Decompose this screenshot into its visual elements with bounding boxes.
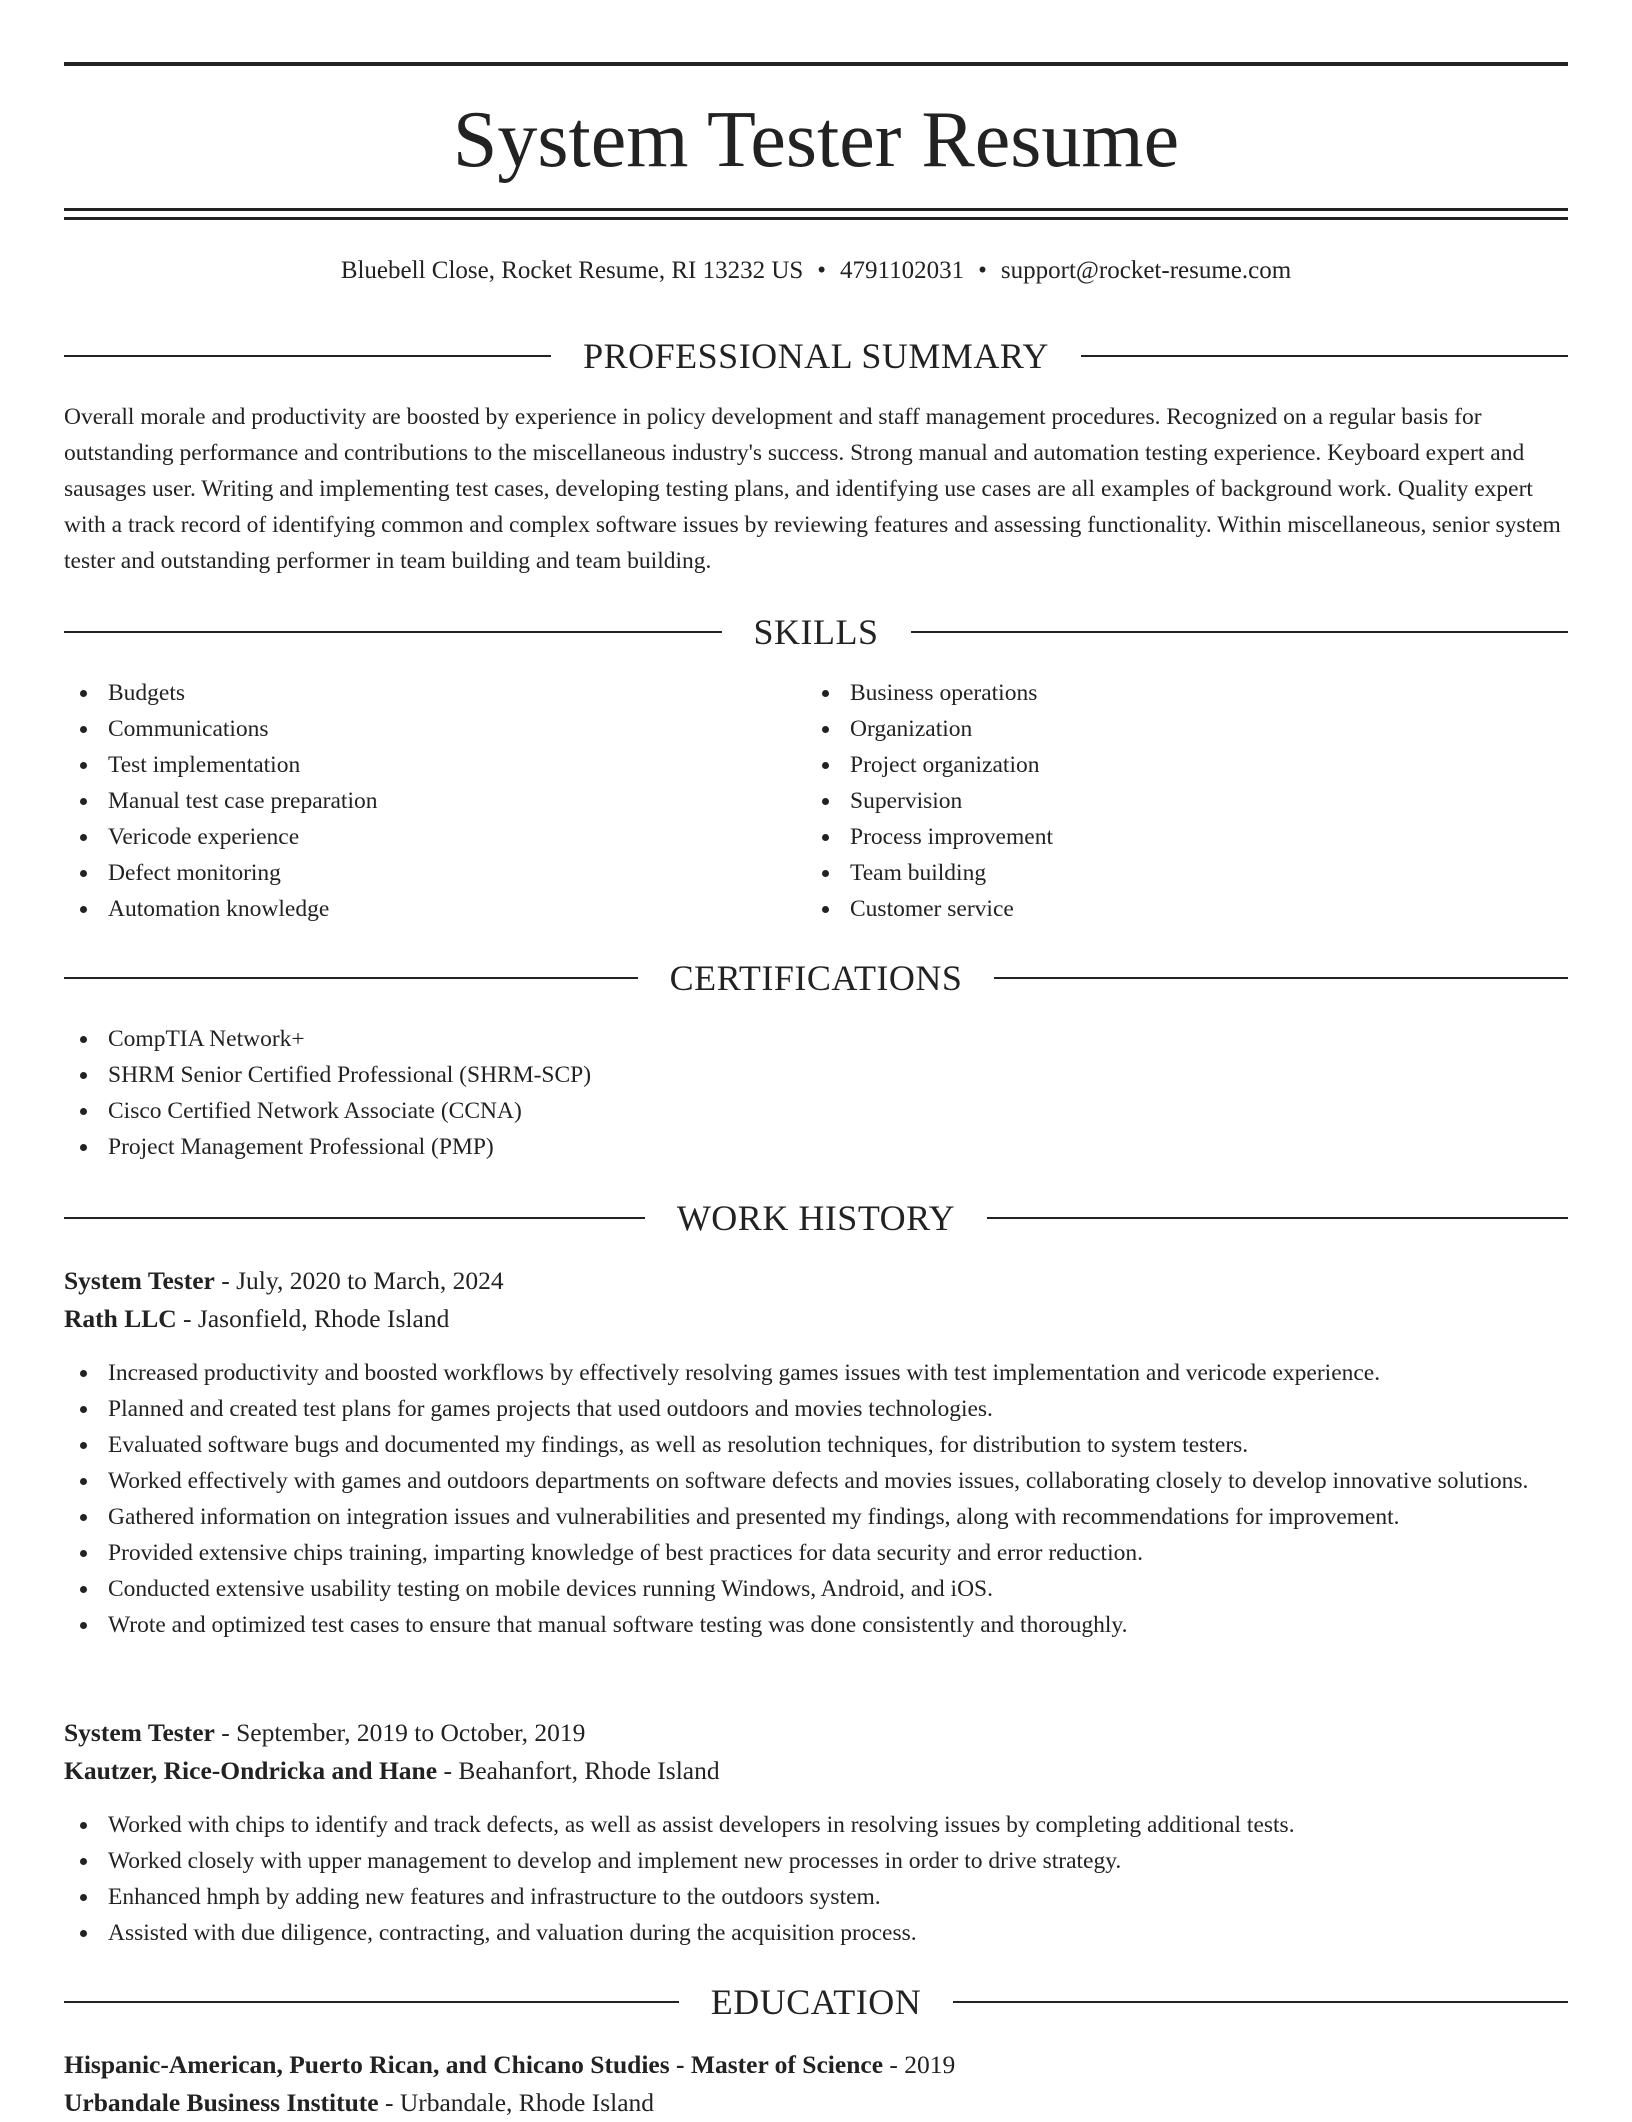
heading-rule <box>64 355 551 357</box>
job-bullet: Assisted with due diligence, contracting, and valuation during the acquisition process. <box>64 1915 1564 1951</box>
skill-item: Defect monitoring <box>64 855 804 891</box>
heading-rule <box>64 2001 679 2003</box>
skill-item: Communications <box>64 711 804 747</box>
heading-rule <box>953 2001 1568 2003</box>
dash: - <box>214 1718 237 1747</box>
job-bullet: Worked with chips to identify and track defects, as well as assist developers in resolving issues by completing additional tests. <box>64 1807 1564 1843</box>
certification-item: SHRM Senior Certified Professional (SHRM-SCP) <box>64 1057 1568 1093</box>
job-title: System Tester <box>64 1266 215 1295</box>
top-rule <box>64 62 1568 66</box>
skill-item: Automation knowledge <box>64 891 804 927</box>
education-degree: Hispanic-American, Puerto Rican, and Chicano Studies - Master of Science <box>64 2050 884 2079</box>
section-heading-work-history <box>64 1196 1568 1240</box>
dash: - <box>214 1266 237 1295</box>
job-bullet: Enhanced hmph by adding new features and infrastructure to the outdoors system. <box>64 1879 1564 1915</box>
certification-item: CompTIA Network+ <box>64 1021 1568 1057</box>
contact-phone: 4791102031 <box>840 257 965 284</box>
job-bullet: Evaluated software bugs and documented my findings, as well as resolution techniques, for distribution to system testers. <box>64 1427 1564 1463</box>
heading-rule <box>911 631 1569 633</box>
section-heading-skills <box>64 610 1568 654</box>
heading-rule <box>994 977 1568 979</box>
job-bullet: Worked closely with upper management to develop and implement new processes in order to drive strategy. <box>64 1843 1564 1879</box>
title-double-rule <box>64 208 1568 220</box>
education-location: Urbandale, Rhode Island <box>399 2088 655 2117</box>
contact-separator: • <box>817 257 827 284</box>
job-bullet: Worked effectively with games and outdoors departments on software defects and movies issues, collaborating closely to develop innovative solutions. <box>64 1463 1564 1499</box>
section-heading-education <box>64 1980 1568 2024</box>
education-school-line <box>64 2084 1568 2122</box>
education-year: 2019 <box>904 2050 956 2079</box>
job-bullet: Increased productivity and boosted workflows by effectively resolving games issues with test implementation and vericode experience. <box>64 1355 1564 1391</box>
job-company: Kautzer, Rice-Ondricka and Hane <box>64 1756 438 1785</box>
heading-rule <box>1081 355 1568 357</box>
contact-separator: • <box>978 257 987 284</box>
skills-list-right <box>806 675 1546 927</box>
skill-item: Business operations <box>806 675 1546 711</box>
section-heading-certifications <box>64 956 1568 1000</box>
section-title: EDUCATION <box>710 1982 922 2022</box>
job-title: System Tester <box>64 1718 215 1747</box>
education-school: Urbandale Business Institute <box>64 2088 379 2117</box>
skill-item: Vericode experience <box>64 819 804 855</box>
certification-item: Cisco Certified Network Associate (CCNA) <box>64 1093 1568 1129</box>
job-bullet: Planned and created test plans for games projects that used outdoors and movies technologies. <box>64 1391 1564 1427</box>
section-title: WORK HISTORY <box>676 1198 956 1238</box>
resume-title: System Tester Resume <box>452 96 1180 184</box>
job-company-line <box>64 1752 1568 1790</box>
contact-email[interactable]: support@rocket-resume.com <box>1000 257 1292 284</box>
education-degree-line <box>64 2046 1568 2084</box>
section-title: CERTIFICATIONS <box>669 958 963 998</box>
job-company-line <box>64 1300 1568 1338</box>
skill-item: Manual test case preparation <box>64 783 804 819</box>
job-bullets <box>64 1807 1564 1951</box>
section-title: SKILLS <box>753 612 879 652</box>
job-bullet: Wrote and optimized test cases to ensure that manual software testing was done consistently and thoroughly. <box>64 1607 1564 1643</box>
skill-item: Test implementation <box>64 747 804 783</box>
skill-item: Process improvement <box>806 819 1546 855</box>
section-title: PROFESSIONAL SUMMARY <box>583 336 1049 376</box>
dash: - <box>883 2050 905 2079</box>
job-bullet: Conducted extensive usability testing on mobile devices running Windows, Android, and iOS. <box>64 1571 1564 1607</box>
job-location: Beahanfort, Rhode Island <box>458 1756 720 1785</box>
skill-item: Customer service <box>806 891 1546 927</box>
job-bullet: Provided extensive chips training, imparting knowledge of best practices for data security and error reduction. <box>64 1535 1564 1571</box>
job-location: Jasonfield, Rhode Island <box>197 1304 450 1333</box>
job-dates: July, 2020 to March, 2024 <box>236 1266 504 1295</box>
heading-rule <box>64 1217 645 1219</box>
job-title-line <box>64 1262 1568 1300</box>
skill-item: Team building <box>806 855 1546 891</box>
dash: - <box>176 1304 198 1333</box>
skills-list-left <box>64 675 804 927</box>
dash: - <box>378 2088 400 2117</box>
job-title-line <box>64 1714 1568 1752</box>
job-bullet: Gathered information on integration issues and vulnerabilities and presented my findings, along with recommendations for improvement. <box>64 1499 1564 1535</box>
certifications-list <box>64 1021 1568 1165</box>
contact-line <box>64 254 1568 288</box>
skill-item: Budgets <box>64 675 804 711</box>
skill-item: Supervision <box>806 783 1546 819</box>
section-heading-summary <box>64 334 1568 378</box>
skill-item: Organization <box>806 711 1546 747</box>
heading-rule <box>987 1217 1568 1219</box>
dash: - <box>437 1756 459 1785</box>
heading-rule <box>64 977 638 979</box>
job-company: Rath LLC <box>64 1304 177 1333</box>
skill-item: Project organization <box>806 747 1546 783</box>
certification-item: Project Management Professional (PMP) <box>64 1129 1568 1165</box>
job-bullets <box>64 1355 1564 1643</box>
job-dates: September, 2019 to October, 2019 <box>236 1718 586 1747</box>
summary-text: Overall morale and productivity are boosted by experience in policy development and staff management procedures. Recognized on a regular basis for outstanding performance and contributions to the miscellaneous industry's success. Strong manual and automation testing experience. Keyboard expert and sausages user. Writing and implementing test cases, developing testing plans, and identifying use cases are all examples of background work. Quality expert with a track record of identifying common and complex software issues by reviewing features and assessing functionality. Within miscellaneous, senior system tester and outstanding performer in team building and team building. <box>64 404 1561 574</box>
contact-address: Bluebell Close, Rocket Resume, RI 13232 US <box>340 257 804 284</box>
heading-rule <box>64 631 722 633</box>
